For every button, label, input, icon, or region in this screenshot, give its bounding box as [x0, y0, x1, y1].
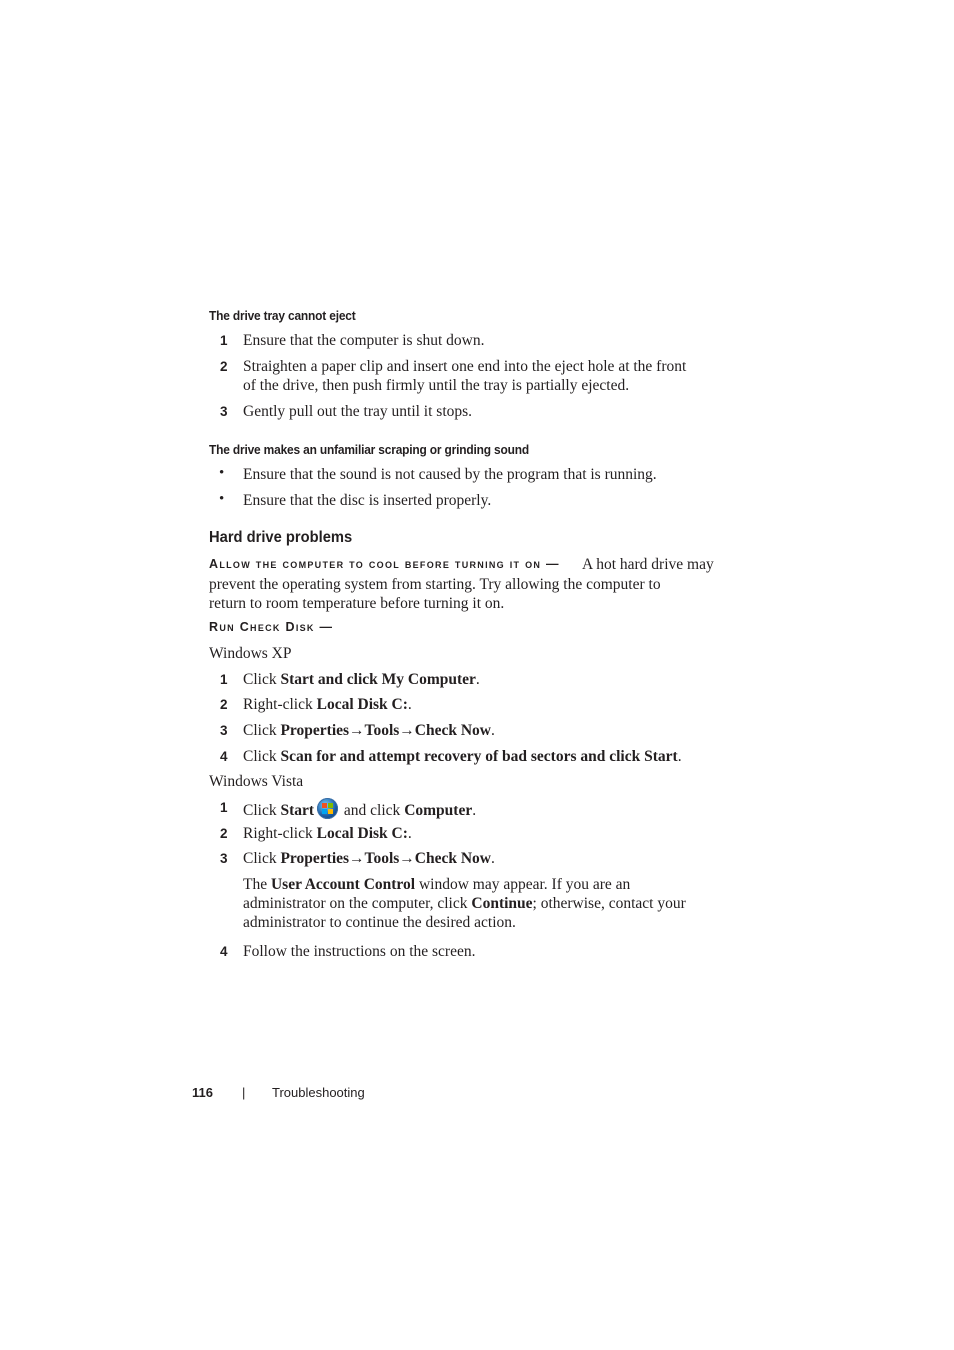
bullet-icon: •	[219, 491, 225, 507]
paragraph-text: prevent the operating system from starting. Try allowing the computer to	[209, 576, 661, 593]
ui-term: Local Disk C:	[316, 696, 408, 713]
step-number: 3	[220, 404, 228, 419]
ui-term: Continue	[471, 895, 533, 912]
os-label-windows-xp: Windows XP	[209, 645, 292, 662]
ui-term: Properties→Tools→Check Now	[280, 850, 492, 867]
bullet-icon: •	[219, 465, 225, 481]
ui-term: Computer	[404, 802, 473, 819]
ui-term: Start and click My Computer	[280, 671, 476, 688]
step-number: 1	[220, 800, 228, 815]
os-label-windows-vista: Windows Vista	[209, 773, 304, 790]
ui-term: Local Disk C:	[316, 825, 408, 842]
page-number: 116	[192, 1085, 213, 1100]
step-text: Follow the instructions on the screen.	[243, 943, 476, 960]
step-number: 1	[220, 333, 228, 348]
footer-section-title: Troubleshooting	[272, 1085, 365, 1100]
windows-start-orb-icon	[317, 798, 338, 819]
step-number: 1	[220, 672, 228, 687]
section-heading-hard-drive: Hard drive problems	[209, 529, 353, 546]
footer-separator: |	[242, 1085, 246, 1100]
ui-term: User Account Control	[270, 876, 416, 893]
step-text: Click Properties→Tools→Check Now.	[243, 722, 495, 739]
note-text: administrator on the computer, click Continue; otherwise, contact your	[243, 895, 686, 912]
step-text: Ensure that the computer is shut down.	[243, 332, 485, 349]
step-text: Click Start and click My Computer.	[243, 671, 480, 688]
step-text: Click Scan for and attempt recovery of bad sectors and click Start.	[243, 748, 682, 765]
section-heading-drive-tray: The drive tray cannot eject	[209, 308, 356, 323]
step-number: 2	[220, 359, 228, 374]
note-text: The User Account Control window may appear. If you are an	[243, 876, 631, 893]
paragraph-text: A hot hard drive may	[582, 556, 714, 573]
step-text: Right-click Local Disk C:.	[243, 825, 412, 842]
step-number: 2	[220, 826, 228, 841]
step-number: 4	[220, 944, 228, 959]
bullet-text: Ensure that the disc is inserted properly.	[243, 492, 492, 509]
bullet-text: Ensure that the sound is not caused by the program that is running.	[243, 466, 657, 483]
step-text: Click Start and click Computer.	[243, 798, 476, 820]
step-number: 3	[220, 851, 228, 866]
step-number: 3	[220, 723, 228, 738]
step-number: 2	[220, 697, 228, 712]
ui-term: Properties→Tools→Check Now	[280, 722, 492, 739]
step-text: Click Properties→Tools→Check Now.	[243, 850, 495, 867]
step-number: 4	[220, 749, 228, 764]
paragraph-text: return to room temperature before turning it on.	[209, 595, 505, 612]
section-heading-grinding-sound: The drive makes an unfamiliar scraping or grinding sound	[209, 442, 530, 457]
note-text: administrator to continue the desired action.	[243, 914, 516, 931]
step-text: Gently pull out the tray until it stops.	[243, 403, 473, 420]
step-text: Straighten a paper clip and insert one end into the eject hole at the front	[243, 358, 687, 375]
step-text: of the drive, then push firmly until the tray is partially ejected.	[243, 377, 630, 394]
step-text: Right-click Local Disk C:.	[243, 696, 412, 713]
procedure-label-allow-cool: Allow the computer to cool before turning it on —	[209, 557, 560, 571]
procedure-label-check-disk: Run Check Disk —	[209, 620, 334, 634]
ui-term: Scan for and attempt recovery of bad sectors and click Start	[280, 748, 678, 765]
ui-term: Start	[280, 802, 315, 819]
